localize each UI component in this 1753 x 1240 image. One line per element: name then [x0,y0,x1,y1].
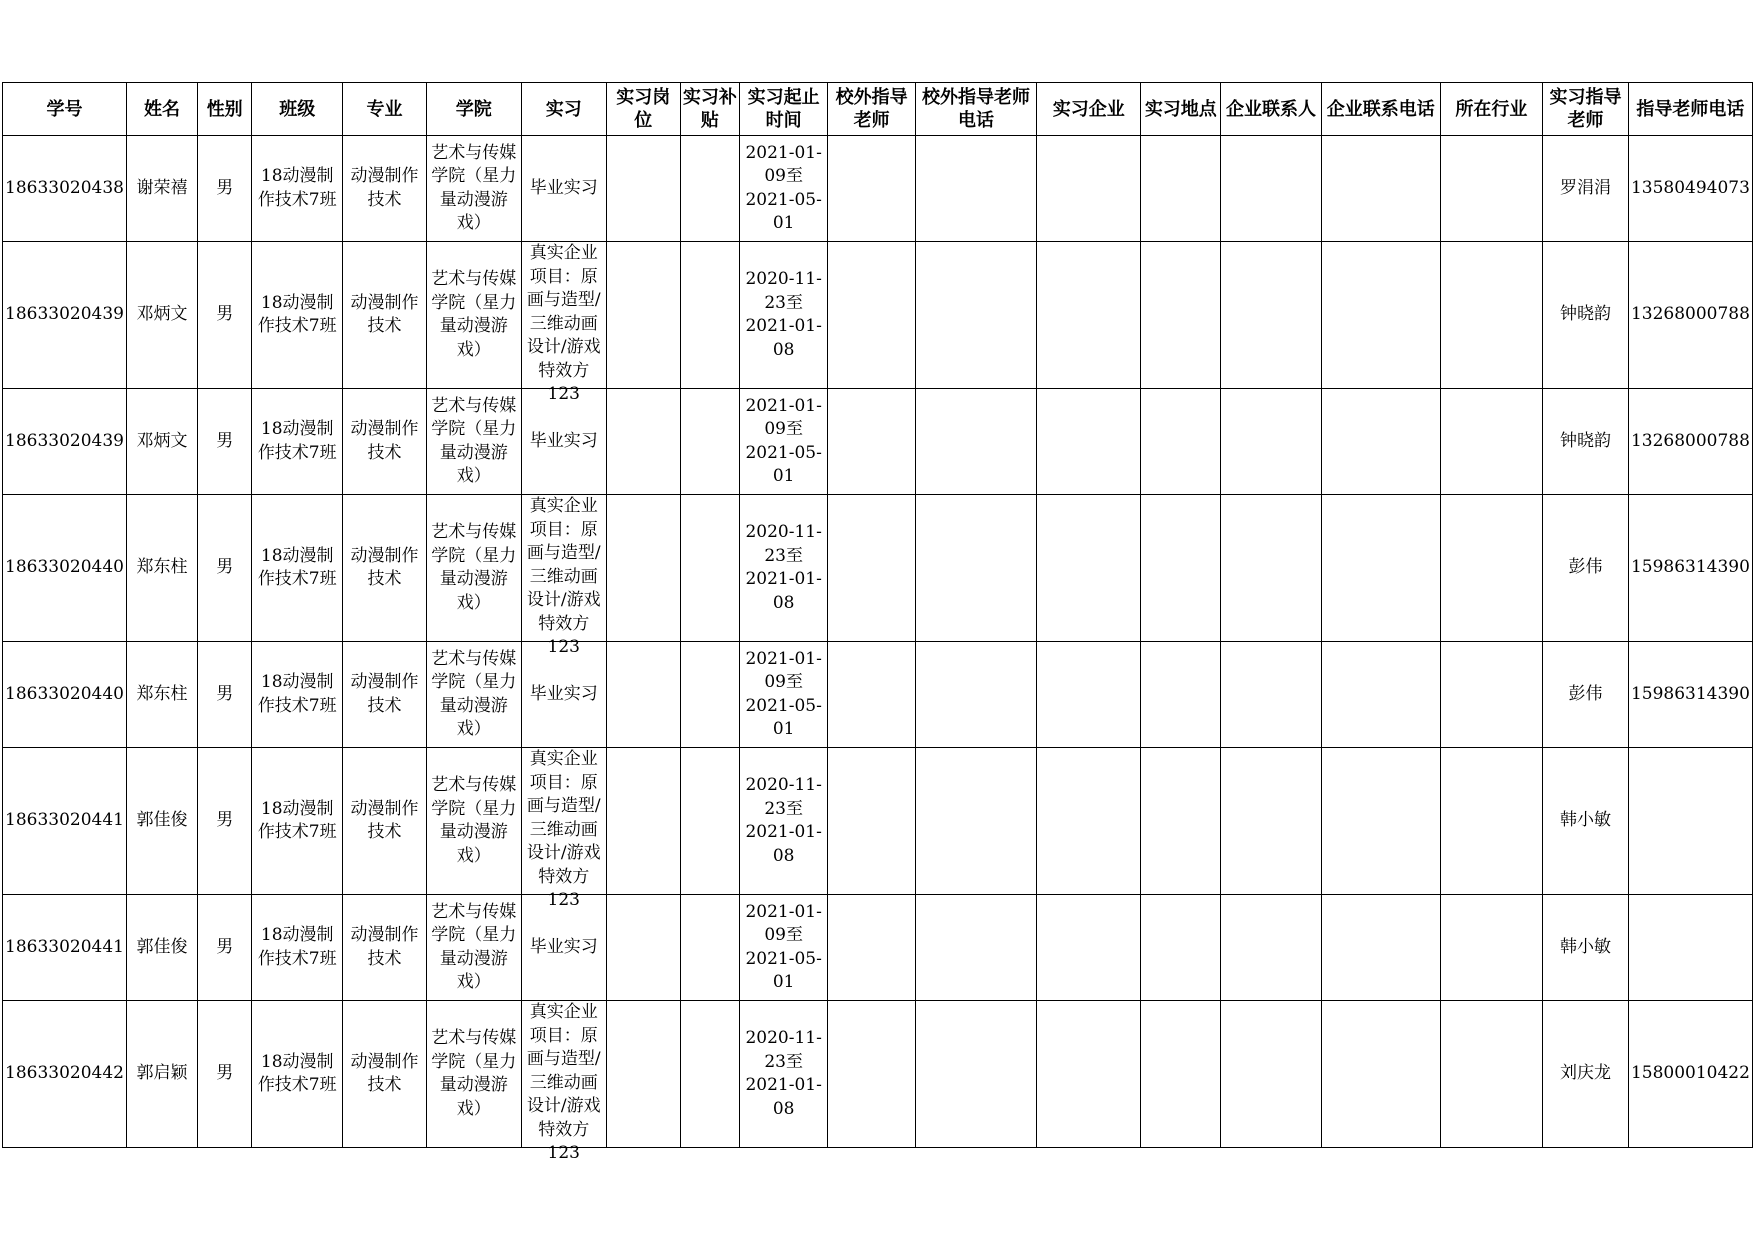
cell-company [1037,1001,1141,1148]
cell-major: 动漫制作技术 [343,748,427,895]
cell-major: 动漫制作技术 [343,389,427,495]
header-position: 实习岗位 [606,83,680,136]
cell-subsidy [680,495,739,642]
header-student-id: 学号 [3,83,127,136]
cell-gender: 男 [198,389,252,495]
cell-external-teacher [828,136,916,242]
cell-company-contact-phone [1321,895,1440,1001]
cell-gender: 男 [198,895,252,1001]
cell-company-contact [1221,748,1321,895]
cell-major: 动漫制作技术 [343,495,427,642]
cell-external-teacher [828,1001,916,1148]
header-class: 班级 [252,83,343,136]
cell-internship: 毕业实习 [521,642,606,748]
cell-location [1141,242,1221,389]
cell-subsidy [680,748,739,895]
cell-external-teacher-phone [916,1001,1037,1148]
cell-teacher: 刘庆龙 [1543,1001,1629,1148]
cell-company-contact [1221,495,1321,642]
cell-college: 艺术与传媒学院（星力量动漫游戏） [426,389,521,495]
cell-industry [1440,748,1542,895]
cell-company-contact [1221,242,1321,389]
cell-teacher-phone: 15986314390 [1628,642,1752,748]
cell-location [1141,389,1221,495]
cell-period: 2021-01-09至2021-05-01 [740,642,828,748]
cell-college: 艺术与传媒学院（星力量动漫游戏） [426,136,521,242]
cell-subsidy [680,1001,739,1148]
header-external-teacher-phone: 校外指导老师电话 [916,83,1037,136]
cell-major: 动漫制作技术 [343,1001,427,1148]
cell-internship: 毕业实习 [521,389,606,495]
cell-teacher-phone [1628,895,1752,1001]
internship-table [2,82,1753,1163]
cell-company-contact [1221,642,1321,748]
cell-period: 2021-01-09至2021-05-01 [740,136,828,242]
cell-location [1141,1001,1221,1148]
cell-teacher-phone: 13268000788 [1628,242,1752,389]
cell-external-teacher-phone [916,136,1037,242]
cell-industry [1440,1001,1542,1148]
cell-major: 动漫制作技术 [343,242,427,389]
cell-industry [1440,495,1542,642]
cell-teacher-phone: 13268000788 [1628,389,1752,495]
cell-company-contact-phone [1321,136,1440,242]
cell-external-teacher-phone [916,389,1037,495]
cell-major: 动漫制作技术 [343,136,427,242]
cell-gender: 男 [198,1001,252,1148]
cell-student-id: 18633020442 [3,1001,127,1148]
header-period: 实习起止时间 [740,83,828,136]
cell-internship: 真实企业项目：原画与造型/三维动画设计/游戏特效方123 [521,1001,606,1148]
cell-company [1037,389,1141,495]
cell-industry [1440,642,1542,748]
cell-period: 2020-11-23至2021-01-08 [740,242,828,389]
cell-subsidy [680,642,739,748]
cell-gender: 男 [198,136,252,242]
table-row [3,1001,1753,1148]
cell-class: 18动漫制作技术7班 [252,642,343,748]
header-location: 实习地点 [1141,83,1221,136]
header-college: 学院 [426,83,521,136]
table-row [3,495,1753,642]
cell-external-teacher-phone [916,642,1037,748]
cell-college: 艺术与传媒学院（星力量动漫游戏） [426,642,521,748]
cell-location [1141,895,1221,1001]
cell-name: 郭启颖 [126,1001,197,1148]
cell-name: 郭佳俊 [126,895,197,1001]
cell-class: 18动漫制作技术7班 [252,895,343,1001]
cell-industry [1440,895,1542,1001]
cell-position [606,748,680,895]
header-company: 实习企业 [1037,83,1141,136]
cell-subsidy [680,389,739,495]
cell-company-contact-phone [1321,642,1440,748]
cell-subsidy [680,895,739,1001]
cell-external-teacher [828,495,916,642]
cell-subsidy [680,242,739,389]
cell-student-id: 18633020440 [3,642,127,748]
cell-student-id: 18633020439 [3,242,127,389]
table-row [3,642,1753,748]
cell-external-teacher [828,242,916,389]
cell-teacher-phone: 15986314390 [1628,495,1752,642]
cell-company-contact [1221,895,1321,1001]
cell-internship: 真实企业项目：原画与造型/三维动画设计/游戏特效方123 [521,748,606,895]
cell-position [606,642,680,748]
cell-college: 艺术与传媒学院（星力量动漫游戏） [426,242,521,389]
cell-class: 18动漫制作技术7班 [252,495,343,642]
cell-student-id: 18633020440 [3,495,127,642]
cell-external-teacher [828,748,916,895]
cell-location [1141,136,1221,242]
cell-company-contact [1221,389,1321,495]
cell-location [1141,748,1221,895]
cell-external-teacher-phone [916,242,1037,389]
cell-external-teacher [828,895,916,1001]
cell-class: 18动漫制作技术7班 [252,389,343,495]
cell-college: 艺术与传媒学院（星力量动漫游戏） [426,1001,521,1148]
cell-major: 动漫制作技术 [343,642,427,748]
cell-location [1141,495,1221,642]
cell-class: 18动漫制作技术7班 [252,1001,343,1148]
cell-teacher: 彭伟 [1543,642,1629,748]
cell-name: 郭佳俊 [126,748,197,895]
cell-company-contact [1221,1001,1321,1148]
cell-position [606,895,680,1001]
cell-student-id: 18633020441 [3,895,127,1001]
cell-class: 18动漫制作技术7班 [252,748,343,895]
cell-period: 2021-01-09至2021-05-01 [740,389,828,495]
table-row [3,242,1753,389]
cell-college: 艺术与传媒学院（星力量动漫游戏） [426,748,521,895]
header-name: 姓名 [126,83,197,136]
header-major: 专业 [343,83,427,136]
cell-company-contact-phone [1321,389,1440,495]
cell-teacher-phone: 15800010422 [1628,1001,1752,1148]
cell-gender: 男 [198,642,252,748]
header-teacher: 实习指导老师 [1543,83,1629,136]
cell-student-id: 18633020441 [3,748,127,895]
cell-internship: 真实企业项目：原画与造型/三维动画设计/游戏特效方123 [521,495,606,642]
cell-teacher: 钟晓韵 [1543,242,1629,389]
cell-company [1037,642,1141,748]
table-body [3,136,1753,1163]
cell-company [1037,895,1141,1001]
header-teacher-phone: 指导老师电话 [1628,83,1752,136]
cell-student-id: 18633020439 [3,389,127,495]
cell-external-teacher [828,642,916,748]
cell-college: 艺术与传媒学院（星力量动漫游戏） [426,495,521,642]
cell-period: 2020-11-23至2021-01-08 [740,495,828,642]
cell-industry [1440,389,1542,495]
cell-period: 2020-11-23至2021-01-08 [740,1001,828,1148]
header-internship: 实习 [521,83,606,136]
cell-industry [1440,136,1542,242]
cell-company-contact-phone [1321,1001,1440,1148]
cell-company-contact [1221,136,1321,242]
cell-teacher: 罗涓涓 [1543,136,1629,242]
table-row [3,389,1753,495]
cell-student-id: 18633020438 [3,136,127,242]
cell-gender: 男 [198,495,252,642]
cell-name: 邓炳文 [126,389,197,495]
table-row [3,136,1753,242]
cell-company-contact-phone [1321,748,1440,895]
cell-name: 邓炳文 [126,242,197,389]
cell-position [606,242,680,389]
cell-position [606,136,680,242]
cell-class: 18动漫制作技术7班 [252,242,343,389]
cell-teacher: 韩小敏 [1543,748,1629,895]
cell-teacher: 韩小敏 [1543,895,1629,1001]
table-row [3,895,1753,1001]
cell-company [1037,748,1141,895]
cell-internship: 毕业实习 [521,136,606,242]
header-external-teacher: 校外指导老师 [828,83,916,136]
header-subsidy: 实习补贴 [680,83,739,136]
cell-external-teacher [828,389,916,495]
cell-position [606,389,680,495]
cell-period: 2020-11-23至2021-01-08 [740,748,828,895]
cell-name: 郑东柱 [126,495,197,642]
header-industry: 所在行业 [1440,83,1542,136]
cell-external-teacher-phone [916,748,1037,895]
cell-company [1037,495,1141,642]
cell-name: 郑东柱 [126,642,197,748]
header-company-contact: 企业联系人 [1221,83,1321,136]
cell-major: 动漫制作技术 [343,895,427,1001]
header-company-contact-phone: 企业联系电话 [1321,83,1440,136]
cell-gender: 男 [198,748,252,895]
table-row [3,748,1753,895]
cell-external-teacher-phone [916,895,1037,1001]
cell-period: 2021-01-09至2021-05-01 [740,895,828,1001]
cell-internship: 真实企业项目：原画与造型/三维动画设计/游戏特效方123 [521,242,606,389]
cell-location [1141,642,1221,748]
header-row [3,83,1753,136]
cell-class: 18动漫制作技术7班 [252,136,343,242]
cell-teacher-phone [1628,748,1752,895]
cell-teacher-phone: 13580494073 [1628,136,1752,242]
cell-name: 谢荣禧 [126,136,197,242]
cell-teacher: 钟晓韵 [1543,389,1629,495]
cell-company-contact-phone [1321,242,1440,389]
cell-position [606,1001,680,1148]
cell-subsidy [680,136,739,242]
cell-company [1037,136,1141,242]
header-gender: 性别 [198,83,252,136]
cell-internship: 毕业实习 [521,895,606,1001]
cell-gender: 男 [198,242,252,389]
cell-college: 艺术与传媒学院（星力量动漫游戏） [426,895,521,1001]
cell-company [1037,242,1141,389]
cell-teacher: 彭伟 [1543,495,1629,642]
cell-industry [1440,242,1542,389]
cell-company-contact-phone [1321,495,1440,642]
cell-external-teacher-phone [916,495,1037,642]
cell-position [606,495,680,642]
